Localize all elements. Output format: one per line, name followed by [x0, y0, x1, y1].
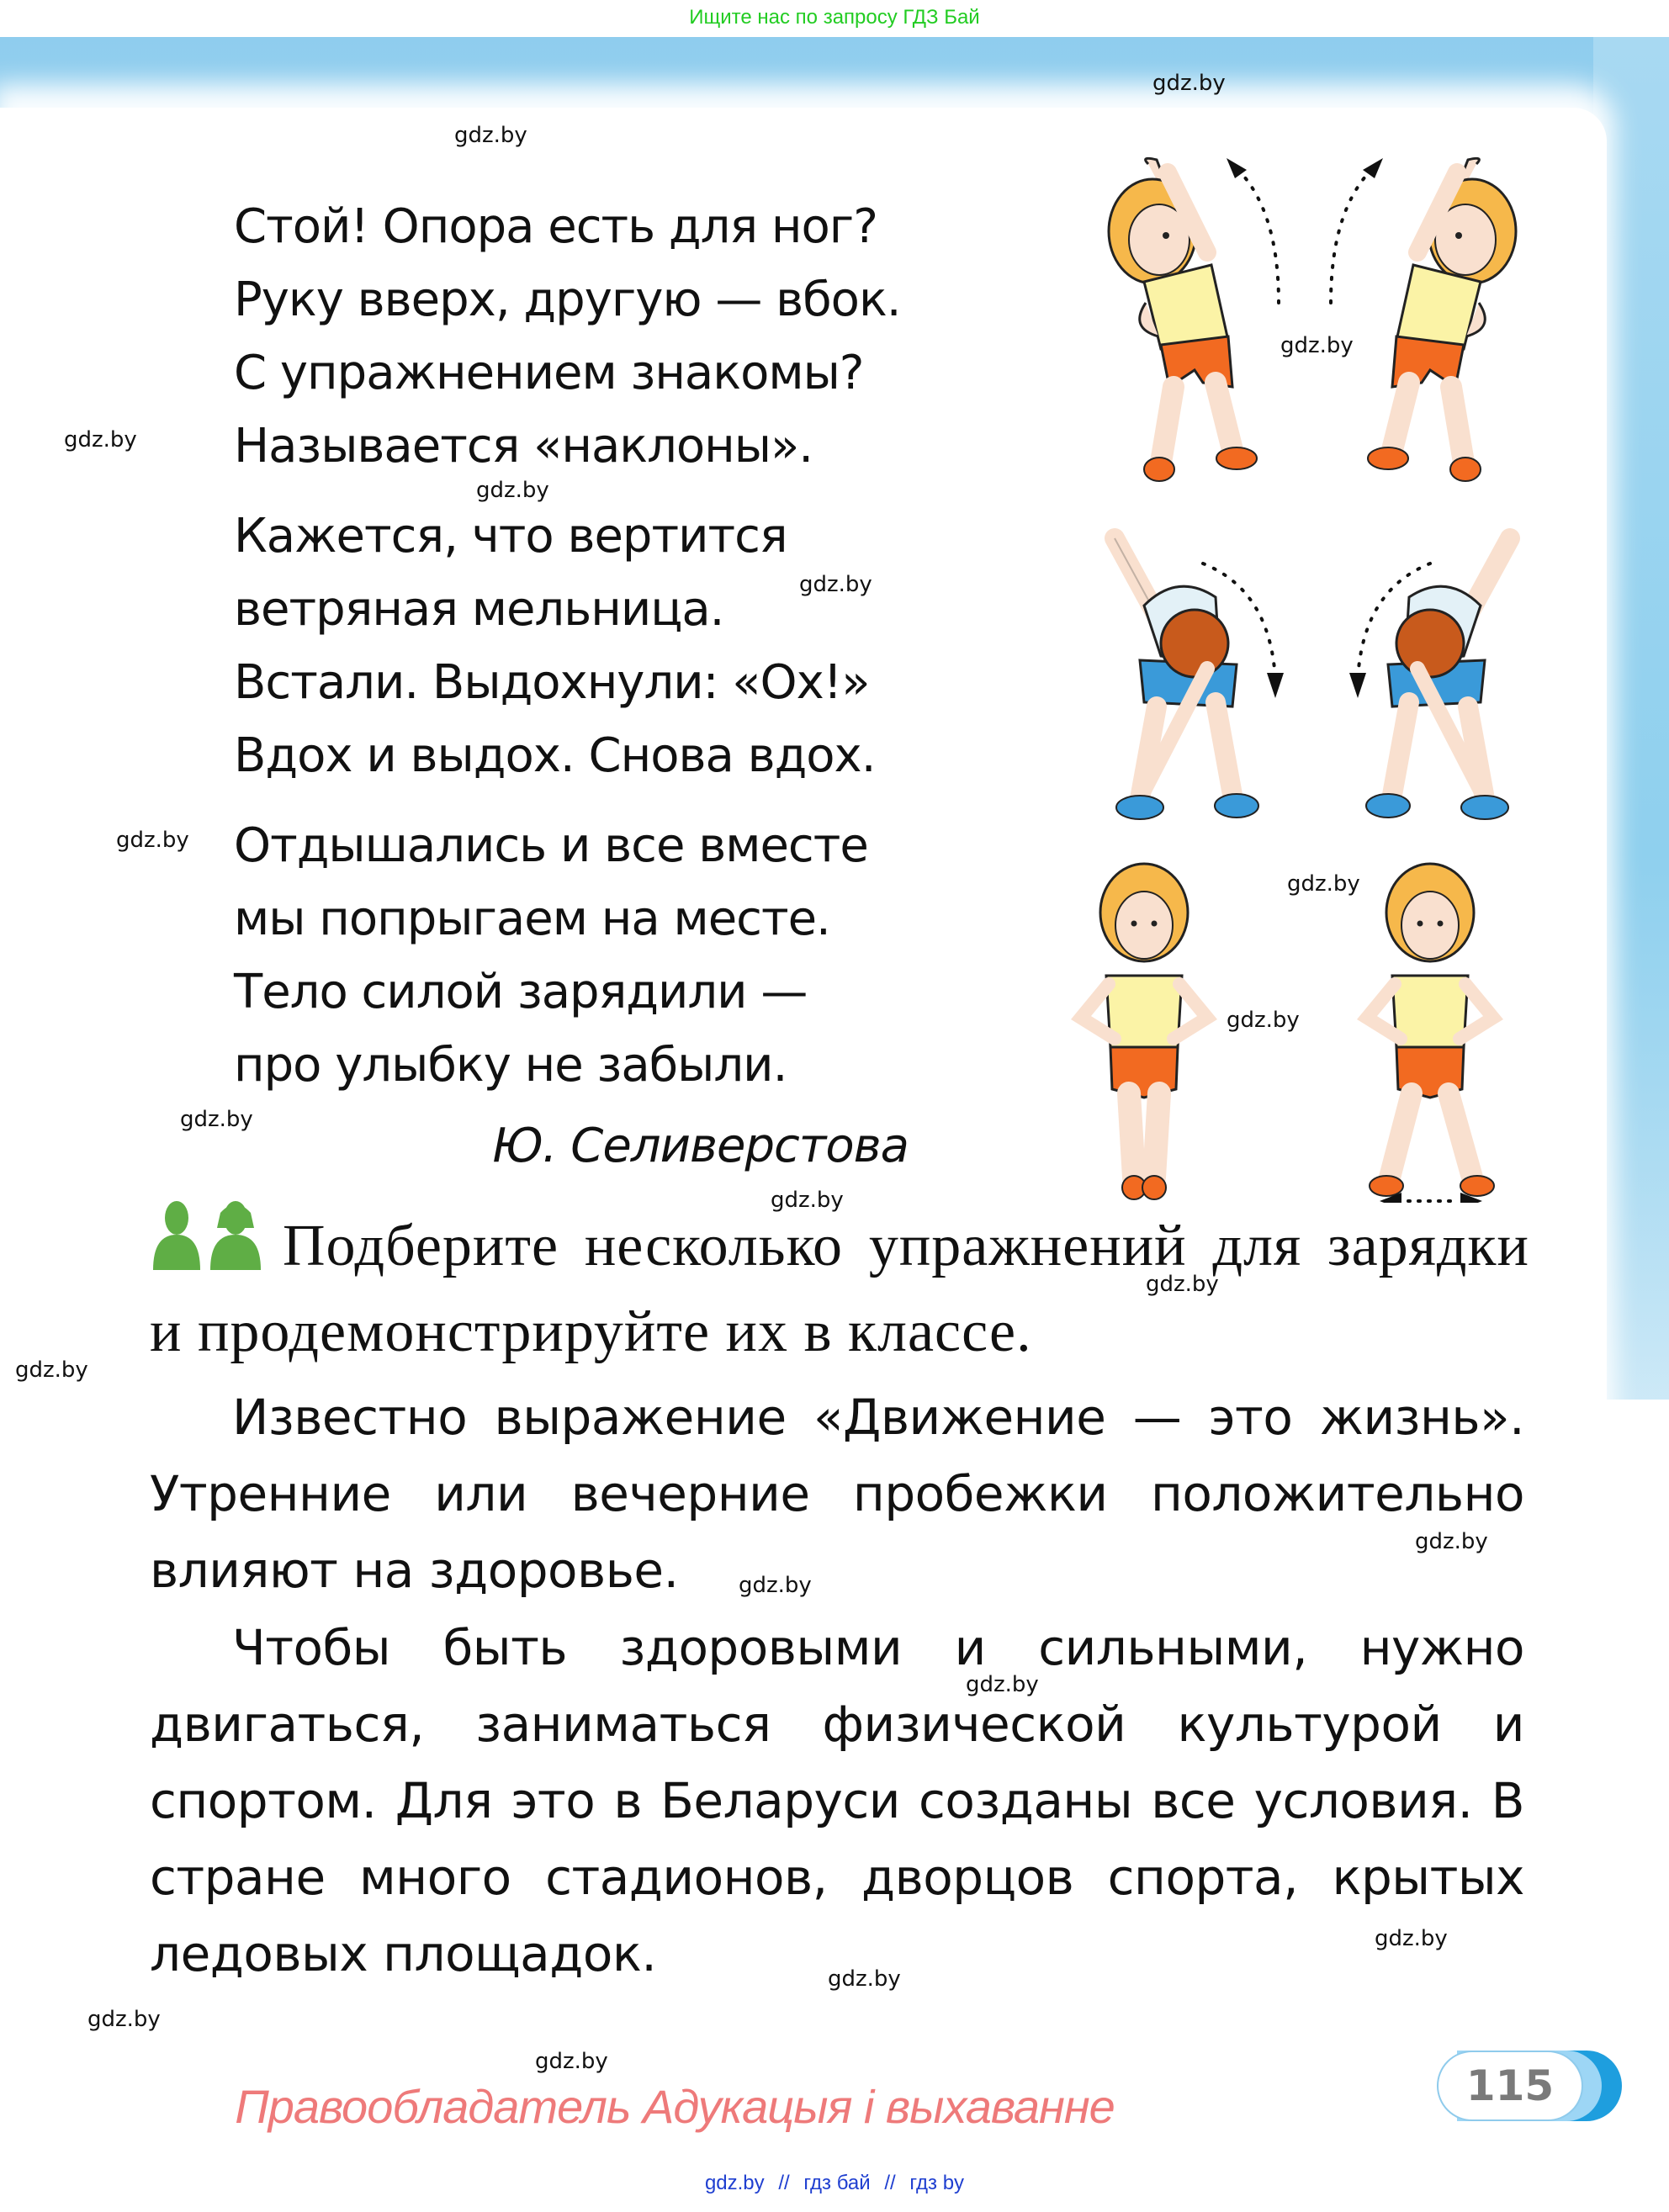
- poem-line: Отдышались и все вместе: [234, 818, 868, 873]
- footer-link-gdz-by-cyr[interactable]: гдз by: [909, 2172, 965, 2194]
- dotted-arrow-up-left-icon: [1227, 158, 1279, 303]
- dotted-arrow-up-right-icon: [1331, 158, 1383, 303]
- watermark: gdz.by: [535, 2049, 608, 2074]
- poem-line: Стой! Опора есть для ног?: [234, 199, 877, 254]
- watermark: gdz.by: [799, 572, 872, 597]
- poem-line: мы попрыгаем на месте.: [234, 892, 830, 946]
- footer-separator: //: [778, 2172, 790, 2194]
- watermark: gdz.by: [828, 1966, 901, 1992]
- girl-side-bend-left-figure: [1109, 158, 1257, 481]
- girl-feet-together-figure: [1081, 864, 1207, 1199]
- poem-author: Ю. Селиверстова: [492, 1119, 909, 1173]
- watermark: gdz.by: [966, 1672, 1039, 1697]
- copyright-notice: Правообладатель Адукацыя і выхаванне: [235, 2080, 1115, 2133]
- poem-line: Встали. Выдохнули: «Ох!»: [234, 655, 870, 710]
- poem-line: Кажется, что вертится: [234, 509, 787, 564]
- poem-stanza-2: [234, 500, 991, 792]
- child-windmill-left-figure: [1115, 538, 1258, 819]
- paragraph-sports-belarus: Чтобы быть здоровыми и сильными, нужно двигаться, заниматься физической культурой и спортом. Для это в Беларуси созданы все условия. В стране много стадионов, дворцов спорта, крытых ледовых площадок.: [150, 1619, 1524, 1982]
- poem-stanza-1: [234, 190, 991, 483]
- footer-link-gdz-by[interactable]: gdz.by: [704, 2172, 765, 2194]
- girl-feet-apart-figure: [1367, 864, 1494, 1203]
- footer-link-gdz-bai[interactable]: гдз бай: [803, 2172, 871, 2194]
- watermark: gdz.by: [1375, 1926, 1448, 1951]
- page-number: 115: [1437, 2051, 1583, 2121]
- footer-separator: //: [884, 2172, 896, 2194]
- poem-line: Тело силой зарядили —: [234, 965, 808, 1019]
- side-bend-illustration: [1068, 135, 1556, 488]
- poem-line: Руку вверх, другую — вбок.: [234, 273, 901, 327]
- poem-line: ветряная мельница.: [234, 582, 724, 637]
- watermark: gdz.by: [476, 478, 549, 503]
- girl-side-bend-right-figure: [1368, 158, 1516, 481]
- watermark: gdz.by: [64, 427, 137, 452]
- watermark: gdz.by: [87, 2007, 161, 2032]
- jumping-illustration: [1068, 849, 1556, 1203]
- poem-line: С упражнением знакомы?: [234, 346, 864, 400]
- poem-line: Называется «наклоны».: [234, 419, 813, 474]
- watermark: gdz.by: [1280, 333, 1354, 358]
- watermark: gdz.by: [180, 1107, 253, 1132]
- watermark: gdz.by: [116, 828, 189, 853]
- watermark: gdz.by: [15, 1357, 88, 1383]
- watermark: gdz.by: [771, 1188, 844, 1213]
- watermark: gdz.by: [1146, 1272, 1219, 1297]
- task-text: Подберите несколько упражнений для зарядки и продемонстрируйте их в классе.: [150, 1214, 1529, 1364]
- watermark: gdz.by: [454, 123, 527, 148]
- poem-line: про улыбку не забыли.: [234, 1038, 787, 1093]
- watermark: gdz.by: [739, 1573, 812, 1598]
- poem-line: Вдох и выдох. Снова вдох.: [234, 728, 876, 783]
- watermark: gdz.by: [1152, 71, 1226, 96]
- watermark: gdz.by: [1287, 871, 1360, 897]
- top-search-banner: Ищите нас по запросу ГДЗ Бай: [689, 6, 980, 29]
- paragraph-movement: Известно выражение «Движение — это жизнь». Утренние или вечерние пробежки положительно влияют на здоровье.: [150, 1389, 1524, 1599]
- watermark: gdz.by: [1227, 1008, 1300, 1033]
- watermark: gdz.by: [1415, 1529, 1488, 1554]
- pair-work-icon: [150, 1201, 264, 1292]
- poem-stanza-3: [234, 809, 991, 1102]
- child-windmill-right-figure: [1366, 538, 1510, 819]
- footer-links: [0, 2172, 1669, 2195]
- task-instruction: [150, 1201, 1529, 1373]
- poem: [234, 190, 991, 1119]
- exercise-illustrations: [1068, 135, 1556, 1186]
- windmill-illustration: [1068, 521, 1556, 824]
